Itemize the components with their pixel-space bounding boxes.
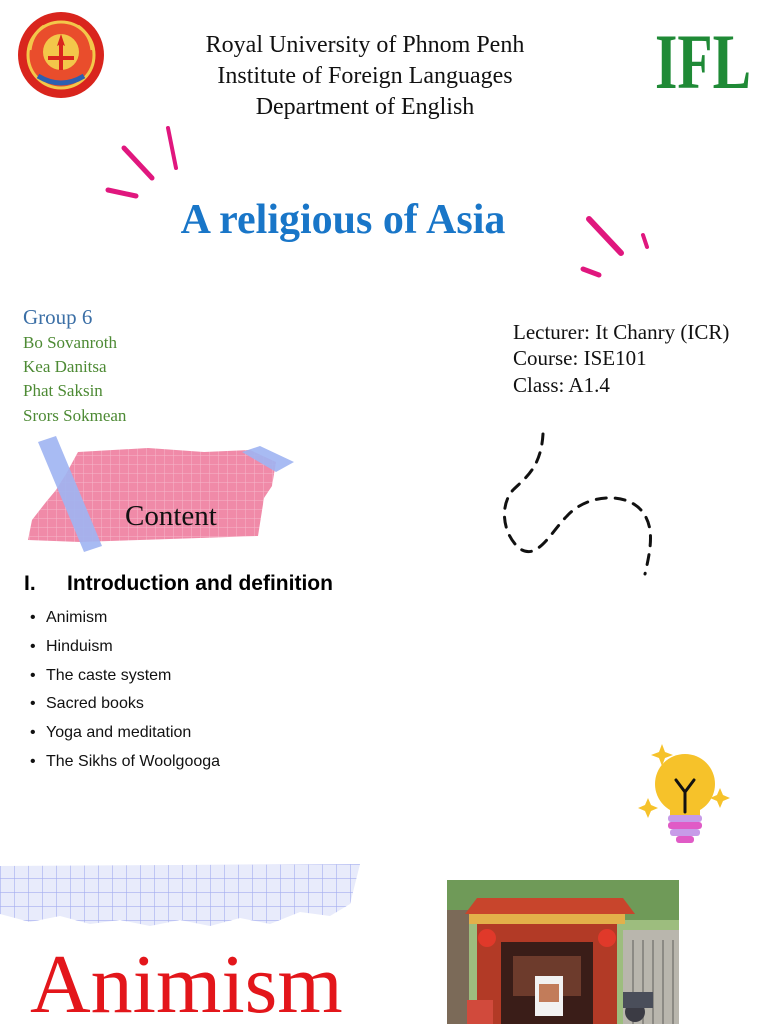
outline-list: [30, 604, 220, 777]
group-member: Bo Sovanroth: [23, 333, 117, 352]
list-item-text: The Sikhs of Woolgooga: [46, 752, 221, 770]
group-member: Kea Danitsa: [23, 357, 107, 376]
content-label: Content: [125, 500, 217, 532]
list-item: • The Sikhs of Woolgooga: [30, 752, 221, 770]
course-info: Course: ISE101: [513, 346, 647, 370]
dashed-path-decoration: [495, 428, 665, 583]
grid-paper-decoration: [0, 864, 370, 934]
shrine-photo: [447, 880, 679, 1024]
list-item-text: The caste system: [46, 666, 172, 684]
lecturer-info: Lecturer: It Chanry (ICR): [513, 320, 730, 344]
page-title: A religious of Asia: [180, 197, 506, 243]
ifl-logo-icon: [655, 14, 755, 94]
list-item: • The caste system: [30, 666, 172, 684]
university-seal-icon: [16, 10, 106, 100]
lightbulb-icon: [636, 740, 732, 848]
institution-header: [150, 30, 580, 123]
group-member: Phat Saksin: [23, 381, 103, 400]
section-number: I.: [24, 572, 36, 595]
next-section-title: Animism: [30, 938, 343, 1031]
section-heading: [24, 572, 333, 596]
list-item-text: Sacred books: [46, 695, 144, 713]
list-item: • Sacred books: [30, 695, 144, 713]
group-name: Group 6: [23, 305, 93, 329]
section-heading-text: Introduction and definition: [67, 572, 333, 595]
ifl-logo-text: IFL: [655, 18, 751, 94]
group-member: Srors Sokmean: [23, 406, 127, 425]
university-name: Royal University of Phnom Penh: [205, 32, 525, 58]
list-item: • Animism: [30, 609, 108, 626]
class-info: Class: A1.4: [513, 373, 610, 397]
list-item: • Hinduism: [30, 637, 113, 655]
list-item-text: Yoga and meditation: [46, 724, 192, 742]
list-item-text: Hinduism: [46, 637, 113, 655]
institute-name: Institute of Foreign Languages: [217, 63, 513, 89]
content-banner: [20, 428, 300, 558]
department-name: Department of English: [255, 94, 475, 120]
list-item-text: Animism: [46, 609, 108, 626]
list-item: • Yoga and meditation: [30, 724, 192, 742]
